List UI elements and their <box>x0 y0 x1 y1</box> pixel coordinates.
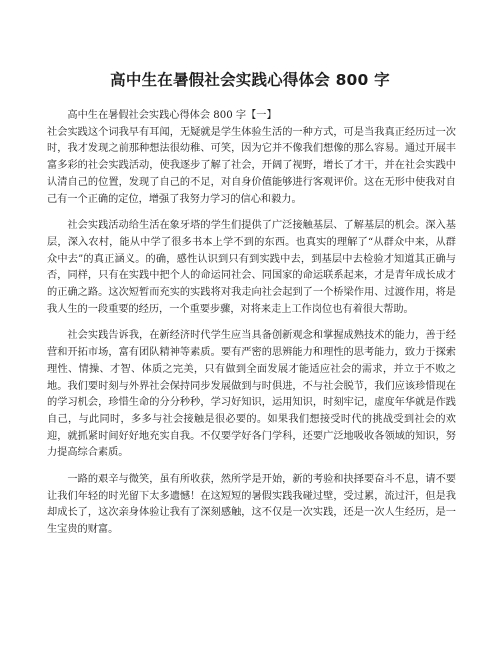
paragraph: 一路的艰辛与微笑，虽有所收获，然所学是开始，新的考验和抉择要奋斗不息，请不要让我们年轻的时光留下太多遗憾！在这短短的暑假实践我碰过壁，受过累，流过汗，但是我却成长了，这次亲身体验让我有了深刻感触，这不仅是一次实践，还是一次人生经历，是一生宝贵的财富。 <box>47 474 456 536</box>
document-body <box>47 108 456 539</box>
paragraph: 社会实践活动给生活在象牙塔的学生们提供了广泛接触基层、了解基层的机会。深入基层，深入农村，能从中学了很多书本上学不到的东西。也真实的理解了“从群众中来，从群众中去”的真正涵义。的确，感性认识到只有到实践中去，到基层中去检验才知道其正确与否，同样，只有在实践中把个人的命运同社会、同国家的命运联系起来，才是青年成长成才的正确之路。这次短暂而充实的实践将对我走向社会起到了一个桥梁作用、过渡作用，将是我人生的一段重要的经历，一个重要步骤，对将来走上工作岗位也有着很大帮助。 <box>47 220 456 315</box>
paragraph: 社会实践告诉我，在新经济时代学生应当具备创新观念和掌握成熟技术的能力，善于经营和开拓市场，富有团队精神等素质。要有严密的思辨能力和理性的思考能力，致力于探索理性、情操、才智、体质之完美，只有做到全面发展才能适应社会的需求，并立于不败之地。我们要时刻与外界社会保持同步发展做到与时俱进，不与社会脱节，我们应该珍惜现在的学习机会，珍惜生命的分分秒秒，学习好知识，运用知识，时刻牢记，虚度年华就是作践自己，与此同时，多多与社会接触是很必要的。如果我们想接受时代的挑战受到社会的欢迎，就抓紧时间好好地充实自我。不仅要学好各门学科，还要广泛地吸收各领域的知识，努力提高综合素质。 <box>47 330 456 459</box>
section-subheading: 高中生在暑假社会实践心得体会 800 字【一】 <box>67 110 277 121</box>
document-title: 高中生在暑假社会实践心得体会 800 字 <box>110 71 390 89</box>
paragraph: 社会实践这个词我早有耳闻，无疑就是学生体验生活的一种方式，可是当我真正经历过一次时，我才发现之前那种想法很幼稚、可笑，因为它并不像我们想像的那么容易。通过开展丰富多彩的社会实践活动，使我逐步了解了社会，开阔了视野，增长了才干，并在社会实践中认清自己的位置，发现了自己的不足，对自身价值能够进行客观评价。这在无形中使我对自己有一个正确的定位，增强了我努力学习的信心和毅力。 <box>47 126 456 205</box>
